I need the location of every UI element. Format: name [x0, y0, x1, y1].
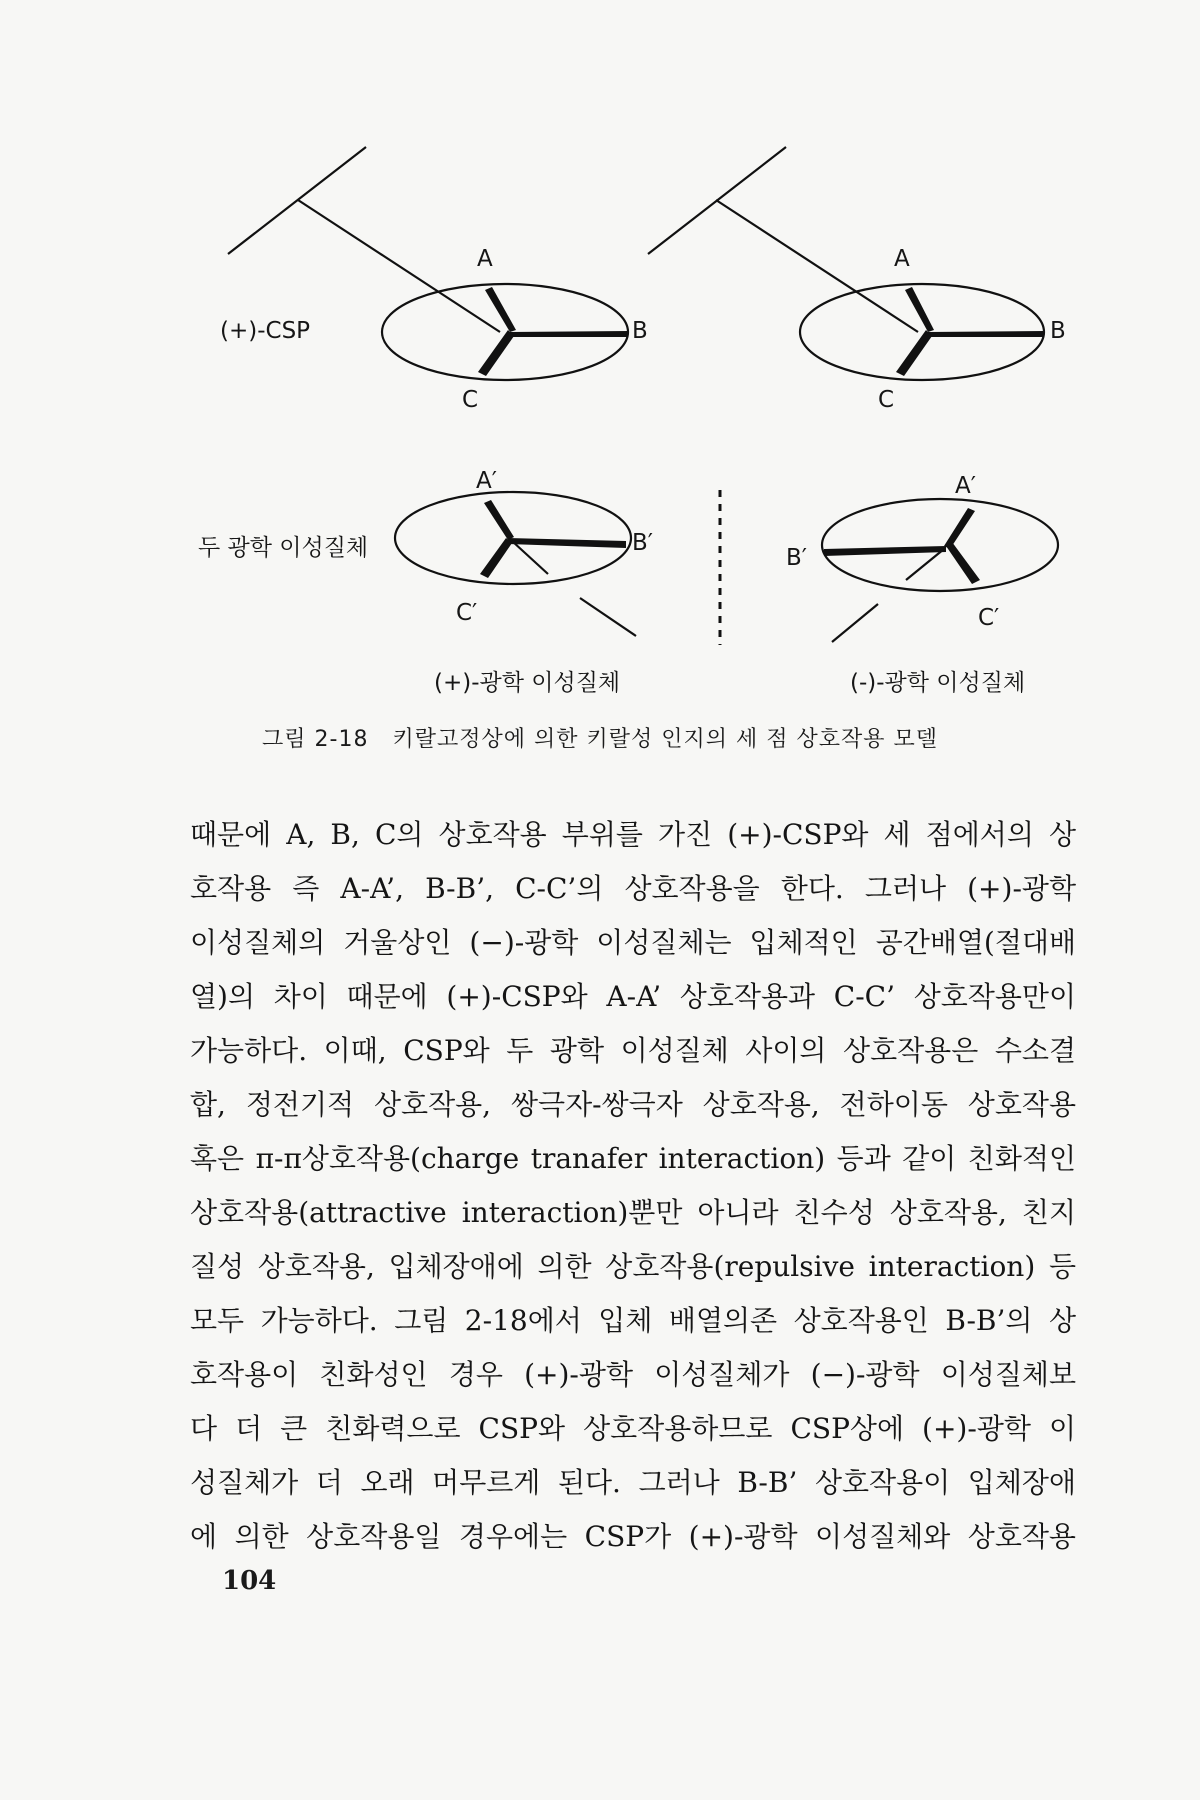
text-line: 다 더 큰 친화력으로 CSP와 상호작용하므로 CSP상에 (+)-광학 이 [190, 1412, 1076, 1445]
arm-b [510, 331, 628, 337]
figure-caption [0, 722, 1200, 753]
label-a: A [477, 246, 493, 272]
text-line: 성질체가 더 오래 머무르게 된다. 그러나 B-B’ 상호작용이 입체장애 [190, 1466, 1076, 1499]
arm-a-prime [484, 500, 514, 540]
label-b-prime: B′ [786, 545, 808, 571]
analyte-ellipse [395, 492, 631, 584]
text-line: 합, 정전기적 상호작용, 쌍극자-쌍극자 상호작용, 전하이동 상호작용 [190, 1088, 1076, 1121]
arm-b [928, 331, 1044, 337]
support-line [228, 147, 366, 254]
label-c: C [462, 387, 479, 413]
three-point-interaction-figure [0, 0, 1200, 700]
text-line: 혹은 π-π상호작용(charge tranafer interaction) 등과 같이 친화적인 [190, 1142, 1076, 1175]
label-c: C [878, 387, 895, 413]
csp-plus-diagram [228, 147, 628, 380]
text-line: 가능하다. 이때, CSP와 두 광학 이성질체 사이의 상호작용은 수소결 [190, 1034, 1076, 1067]
text-line: 상호작용(attractive interaction)뿐만 아니라 친수성 상호작용, 친지 [190, 1196, 1076, 1229]
arm-a-prime [944, 508, 975, 549]
body-paragraph [190, 808, 1076, 1564]
linker-line [716, 200, 918, 332]
arm-b-prime [508, 538, 626, 548]
label-b: B [1050, 318, 1066, 344]
text-line: 질성 상호작용, 입체장애에 의한 상호작용(repulsive interaction) 등 [190, 1250, 1076, 1283]
label-c-prime: C′ [456, 600, 478, 626]
bond-line [512, 541, 548, 574]
pointer-line [580, 598, 636, 636]
isomers-row-label: 두 광학 이성질체 [198, 535, 369, 561]
label-a-prime: A′ [955, 473, 976, 499]
linker-line [298, 200, 500, 332]
bond-line [906, 549, 944, 580]
page-number: 104 [222, 1566, 277, 1596]
label-a: A [894, 246, 910, 272]
minus-isomer-subcaption: (-)-광학 이성질체 [850, 670, 1026, 696]
label-a-prime: A′ [476, 468, 497, 494]
text-line: 열)의 차이 때문에 (+)-CSP와 A-A’ 상호작용과 C-C’ 상호작용만이 [190, 980, 1076, 1013]
label-b: B [632, 318, 648, 344]
text-line: 호작용 즉 A-A’, B-B’, C-C’의 상호작용을 한다. 그러나 (+)-광학 [190, 872, 1076, 905]
plus-isomer-subcaption: (+)-광학 이성질체 [434, 670, 621, 696]
arm-c [896, 330, 932, 376]
arm-c [478, 330, 514, 376]
csp-right-diagram [648, 147, 1044, 380]
pointer-line [832, 604, 878, 642]
arm-c-prime [946, 542, 980, 584]
minus-isomer-diagram [822, 499, 1058, 642]
text-line: 이성질체의 거울상인 (−)-광학 이성질체는 입체적인 공간배열(절대배 [190, 926, 1076, 959]
arm-b-prime [824, 546, 946, 556]
arm-c-prime [480, 538, 512, 578]
csp-row-label: (+)-CSP [220, 318, 311, 344]
analyte-ellipse [822, 499, 1058, 591]
plus-isomer-diagram [395, 492, 636, 636]
text-line: 호작용이 친화성인 경우 (+)-광학 이성질체가 (−)-광학 이성질체보 [190, 1358, 1076, 1391]
label-b-prime: B′ [632, 530, 654, 556]
text-line: 모두 가능하다. 그림 2-18에서 입체 배열의존 상호작용인 B-B’의 상 [190, 1304, 1076, 1337]
label-c-prime: C′ [978, 605, 1000, 631]
figure-number: 그림 2-18 [262, 727, 369, 752]
figure-caption-text: 키랄고정상에 의한 키랄성 인지의 세 점 상호작용 모델 [392, 727, 938, 752]
text-line: 에 의한 상호작용일 경우에는 CSP가 (+)-광학 이성질체와 상호작용 [190, 1520, 1076, 1553]
text-line: 때문에 A, B, C의 상호작용 부위를 가진 (+)-CSP와 세 점에서의 상 [190, 818, 1076, 851]
